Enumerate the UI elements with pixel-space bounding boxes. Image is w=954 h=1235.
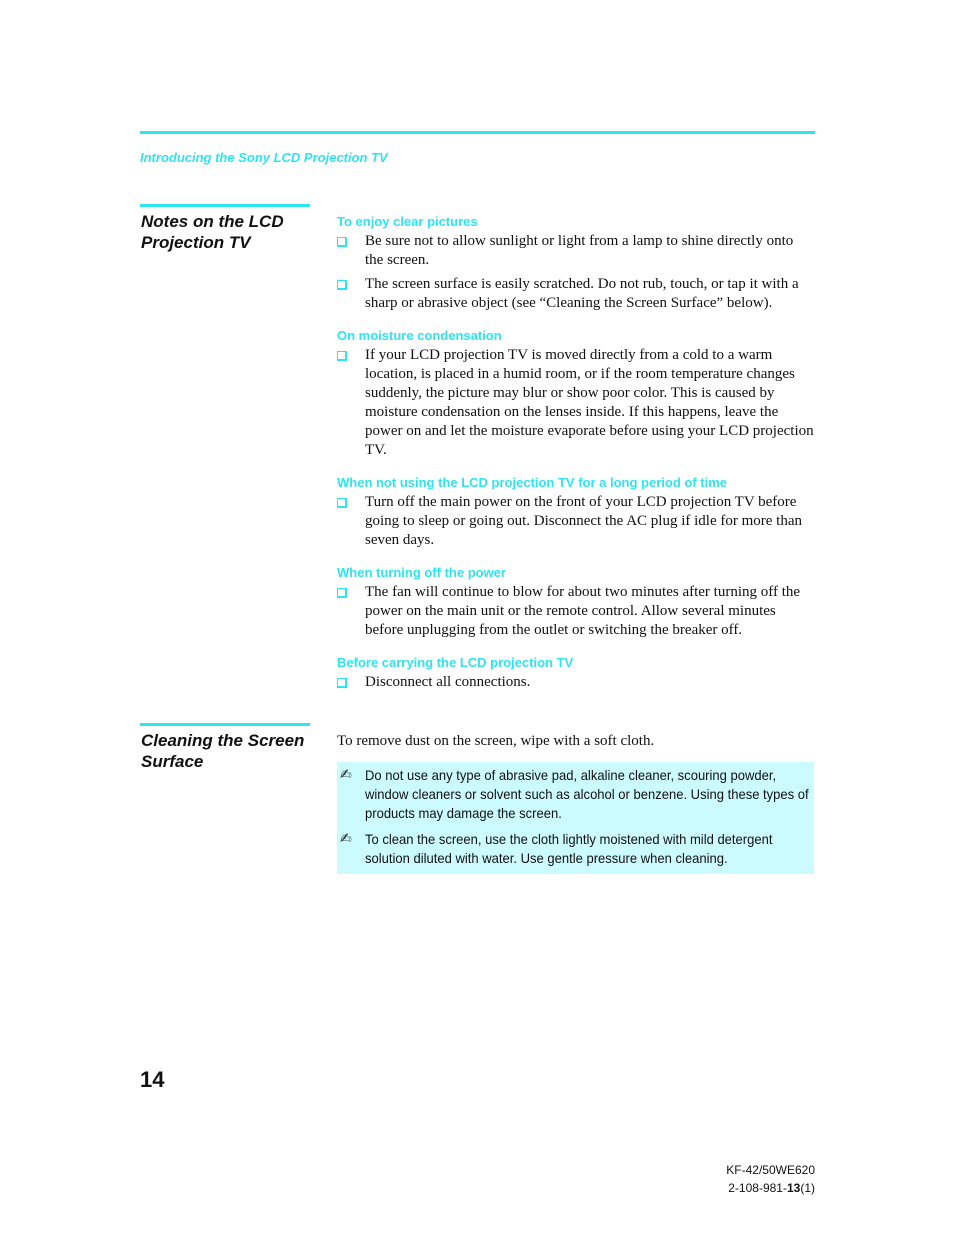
page-number: 14: [140, 1067, 165, 1092]
group-power-off: [337, 565, 815, 640]
list-item-text: The fan will continue to blow for about two minutes after turning off the power on the main unit or the remote control. Allow several minutes before unplugging from the outlet or switching the breaker off.: [365, 584, 801, 638]
notes-content: [337, 214, 815, 692]
note-box: [337, 762, 814, 874]
model-info: [726, 1161, 815, 1197]
checkbox-bullet-icon: [337, 678, 347, 688]
running-head: Introducing the Sony LCD Projection TV: [140, 150, 388, 165]
list-item-text: If your LCD projection TV is moved directly from a cold to a warm location, is placed in a humid room, or if the room temperature changes suddenly, the picture may blur or show poor color. This is caused by moisture condensation on the lenses inside. If this happens, leave the power on and let the moisture evaporate before using your LCD projection TV.: [365, 347, 814, 458]
model-number: KF-42/50WE620: [726, 1163, 815, 1177]
sub-heading: When turning off the power: [337, 565, 506, 580]
checkbox-bullet-icon: [337, 498, 347, 508]
list-item: [337, 232, 815, 270]
note-text: To clean the screen, use the cloth lightly moistened with mild detergent solution diluted with water. Use gentle pressure when cleaning.: [365, 831, 773, 866]
list-item-text: Turn off the main power on the front of your LCD projection TV before going to sleep or going out. Disconnect the AC plug if idle for more than seven days.: [365, 494, 803, 548]
code-bold: 13: [786, 1181, 801, 1195]
checkbox-bullet-icon: [337, 237, 347, 247]
list-item: [337, 346, 815, 460]
checkbox-bullet-icon: [337, 351, 347, 361]
section-title-notes: [141, 211, 316, 253]
checkbox-bullet-icon: [337, 280, 347, 290]
section-title-line: Projection TV: [141, 233, 251, 252]
list-item: [337, 673, 815, 692]
sub-heading: Before carrying the LCD projection TV: [337, 655, 574, 670]
pencil-note-icon: ✍: [340, 767, 352, 783]
list-item: [337, 583, 815, 640]
sub-heading: On moisture condensation: [337, 328, 502, 343]
list-item: [337, 275, 815, 313]
group-clear-pictures: [337, 214, 815, 313]
code-prefix: 2-108-981-: [728, 1181, 787, 1195]
list-item-text: Disconnect all connections.: [365, 674, 531, 690]
section-rule-notes: [140, 204, 310, 207]
sub-heading: To enjoy clear pictures: [337, 214, 478, 229]
code-suffix: (1): [800, 1181, 815, 1195]
group-moisture: [337, 328, 815, 460]
section-title-line: Cleaning the Screen: [141, 731, 305, 750]
note-text: Do not use any type of abrasive pad, alkaline cleaner, scouring powder, window cleaners or solvent such as alcohol or benzene. Using these types of products may damage the screen.: [365, 767, 809, 821]
list-item-text: Be sure not to allow sunlight or light from a lamp to shine directly onto the screen.: [365, 233, 794, 268]
cleaning-intro: To remove dust on the screen, wipe with a soft cloth.: [337, 733, 655, 749]
section-title-line: Surface: [141, 752, 204, 771]
list-item: [337, 493, 815, 550]
group-long-period: [337, 475, 815, 550]
section-title-line: Notes on the LCD: [141, 212, 284, 231]
pencil-note-icon: ✍: [340, 831, 352, 847]
sub-heading: When not using the LCD projection TV for a long period of time: [337, 475, 727, 490]
list-item-text: The screen surface is easily scratched. Do not rub, touch, or tap it with a sharp or abrasive object (see “Cleaning the Screen Surface” below).: [365, 276, 799, 311]
section-title-cleaning: [141, 730, 316, 772]
document-code: [726, 1179, 815, 1197]
checkbox-bullet-icon: [337, 588, 347, 598]
section-rule-cleaning: [140, 723, 310, 726]
group-carrying: [337, 655, 815, 692]
top-rule: [140, 131, 815, 134]
